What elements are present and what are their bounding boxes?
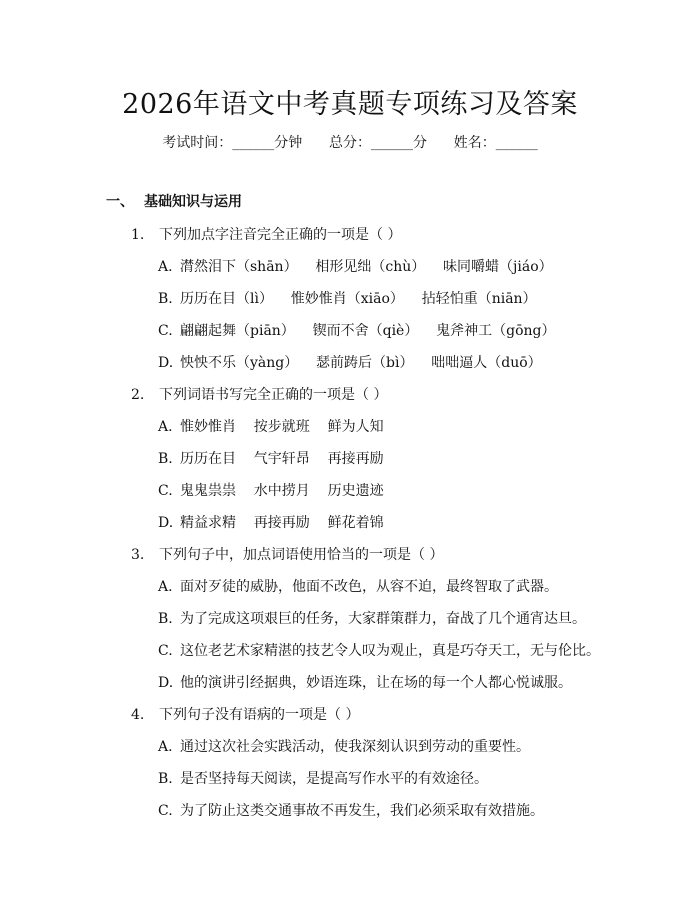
option-label: C. bbox=[158, 643, 173, 659]
option-3d bbox=[158, 672, 572, 692]
option-label: D. bbox=[158, 515, 174, 531]
section-heading bbox=[106, 191, 242, 211]
option-label: A. bbox=[158, 419, 173, 435]
option-text: 为了防止这类交通事故不再发生，我们必须采取有效措施。 bbox=[180, 803, 544, 819]
option-text: 翩翩起舞（piān） 锲而不舍（qiè） 鬼斧神工（gōng） bbox=[180, 323, 556, 339]
option-2c bbox=[158, 480, 384, 500]
section-title: 基础知识与运用 bbox=[144, 194, 242, 210]
page-title: 2026年语文中考真题专项练习及答案 bbox=[122, 89, 578, 120]
option-text: 是否坚持每天阅读，是提高写作水平的有效途径。 bbox=[180, 771, 488, 787]
question-number: 4. bbox=[131, 707, 145, 723]
option-1d bbox=[158, 352, 542, 372]
option-label: A. bbox=[158, 739, 173, 755]
question-text: 下列加点字注音完全正确的一项是（ ） bbox=[159, 227, 402, 243]
option-4b bbox=[158, 768, 488, 788]
option-text: 精益求精 再接再励 鲜花着锦 bbox=[180, 515, 384, 531]
option-label: D. bbox=[158, 675, 174, 691]
question-text: 下列句子中，加点词语使用恰当的一项是（ ） bbox=[159, 547, 444, 563]
option-text: 怏怏不乐（yàng） 瑟前踌后（bì） 咄咄逼人（duō） bbox=[180, 355, 542, 371]
question-text: 下列句子没有语病的一项是（ ） bbox=[159, 707, 360, 723]
option-label: C. bbox=[158, 323, 173, 339]
option-text: 惟妙惟肖 按步就班 鲜为人知 bbox=[180, 419, 384, 435]
option-3c bbox=[158, 640, 600, 660]
question-4 bbox=[131, 704, 359, 724]
option-label: C. bbox=[158, 483, 173, 499]
option-4a bbox=[158, 736, 530, 756]
question-1 bbox=[131, 224, 401, 244]
score-blank: ______分 bbox=[371, 135, 427, 151]
question-text: 下列词语书写完全正确的一项是（ ） bbox=[159, 387, 388, 403]
question-number: 2. bbox=[131, 387, 145, 403]
question-number: 3. bbox=[131, 547, 145, 563]
question-3 bbox=[131, 544, 443, 564]
question-number: 1. bbox=[131, 227, 145, 243]
option-label: C. bbox=[158, 803, 173, 819]
option-label: A. bbox=[158, 579, 173, 595]
option-text: 历历在目（lì） 惟妙惟肖（xiāo） 拈轻怕重（niān） bbox=[180, 291, 537, 307]
name-blank: ______ bbox=[495, 135, 538, 151]
option-1c bbox=[158, 320, 556, 340]
option-text: 面对歹徒的威胁，他面不改色，从容不迫，最终智取了武器。 bbox=[180, 579, 558, 595]
option-2b bbox=[158, 448, 384, 468]
score-label: 总分： bbox=[329, 135, 371, 151]
time-blank: ______分钟 bbox=[232, 135, 303, 151]
option-1b bbox=[158, 288, 537, 308]
option-label: A. bbox=[158, 259, 173, 275]
option-text: 鬼鬼祟祟 水中捞月 历史遗迹 bbox=[180, 483, 384, 499]
option-text: 历历在目 气宇轩昂 再接再励 bbox=[180, 451, 384, 467]
option-2a bbox=[158, 416, 384, 436]
option-3a bbox=[158, 576, 558, 596]
option-4c bbox=[158, 800, 544, 820]
option-label: B. bbox=[158, 451, 173, 467]
exam-info-line bbox=[0, 132, 700, 152]
option-text: 他的演讲引经据典，妙语连珠，让在场的每一个人都心悦诚服。 bbox=[180, 675, 572, 691]
option-label: B. bbox=[158, 611, 173, 627]
option-text: 为了完成这项艰巨的任务，大家群策群力，奋战了几个通宵达旦。 bbox=[180, 611, 586, 627]
option-text: 这位老艺术家精湛的技艺令人叹为观止，真是巧夺天工，无与伦比。 bbox=[180, 643, 600, 659]
option-label: B. bbox=[158, 291, 173, 307]
option-2d bbox=[158, 512, 384, 532]
option-1a bbox=[158, 256, 553, 276]
question-2 bbox=[131, 384, 387, 404]
name-label: 姓名： bbox=[453, 135, 496, 151]
option-label: B. bbox=[158, 771, 173, 787]
option-label: D. bbox=[158, 355, 174, 371]
option-text: 通过这次社会实践活动，使我深刻认识到劳动的重要性。 bbox=[180, 739, 530, 755]
option-3b bbox=[158, 608, 586, 628]
section-number: 一、 bbox=[106, 194, 134, 210]
option-text: 潸然泪下（shān） 相形见绌（chù） 味同嚼蜡（jiáo） bbox=[180, 259, 553, 275]
time-label: 考试时间： bbox=[162, 135, 233, 151]
